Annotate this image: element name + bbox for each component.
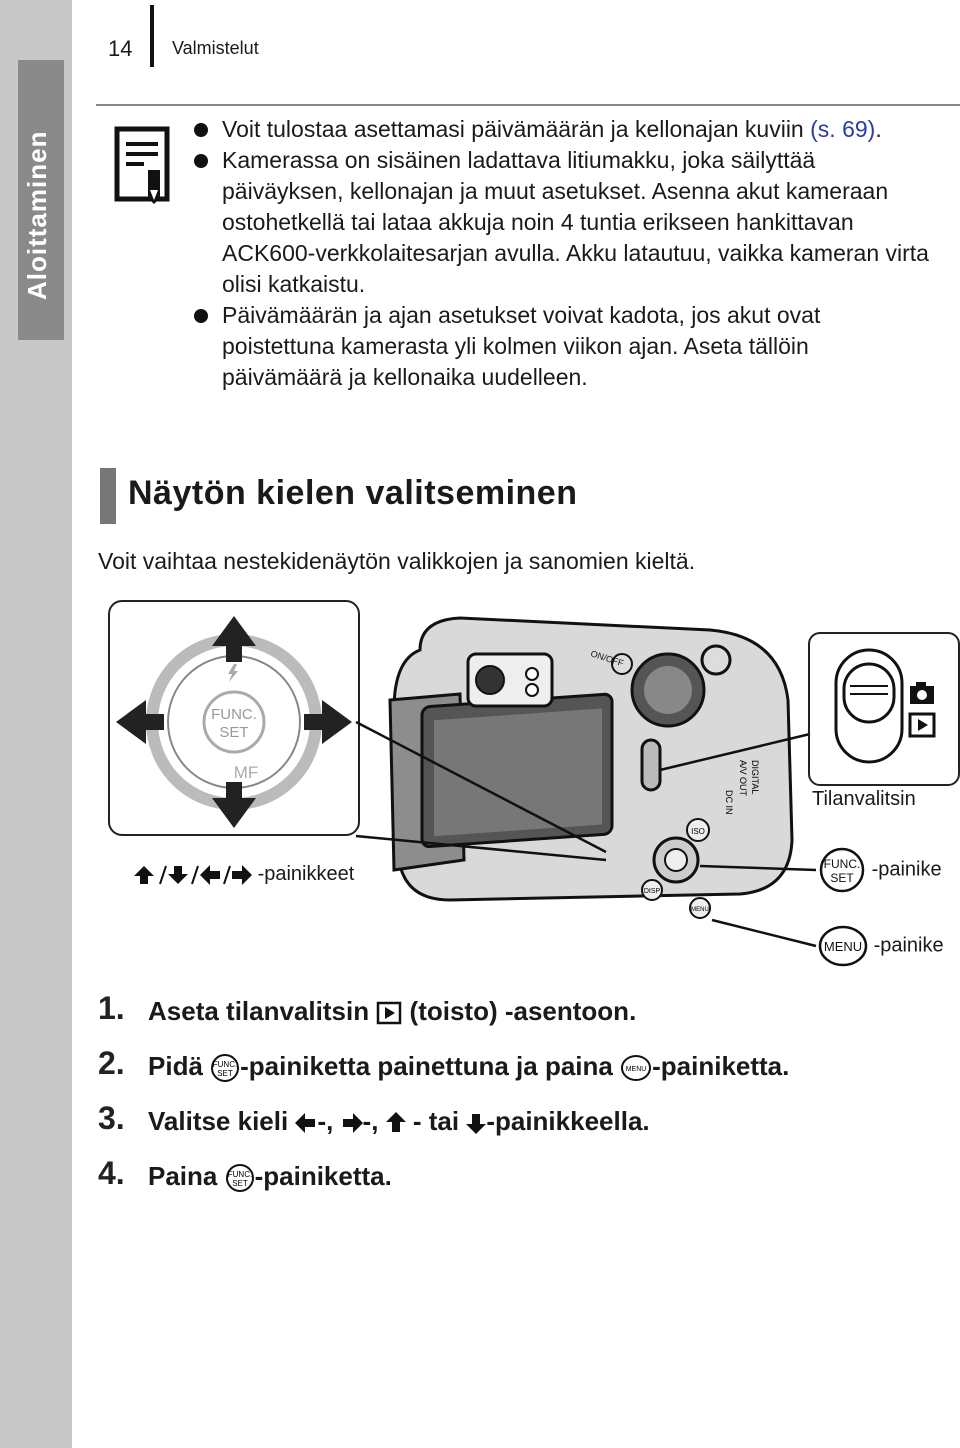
step-3: 3. Valitse kieli -, -, - tai -painikkeella. — [98, 1100, 650, 1136]
arrow-up-icon — [386, 1112, 406, 1134]
dpad-set-label: SET — [219, 724, 249, 741]
camera-menu-label: MENU — [691, 907, 709, 913]
side-tab-label: Aloittaminen — [22, 130, 52, 300]
arrow-buttons-caption: -painikkeet — [134, 863, 354, 886]
menu-caption: MENU -painike — [818, 924, 944, 968]
dpad-func-label: FUNC. — [211, 706, 257, 723]
func-set-icon — [225, 1163, 255, 1193]
note-item: Päivämäärän ja ajan asetukset voivat kadota, jos akut ovat poistettuna kamerasta yli kolmen viikon ajan. Aseta tällöin päivämäärä ja kellonaika uudelleen. — [192, 300, 932, 393]
dpad-mf-label: MF — [233, 763, 259, 782]
page-reference-link[interactable]: (s. 69) — [810, 116, 876, 142]
camera-avout-label: A/V OUT — [738, 760, 748, 797]
menu-button-icon — [818, 924, 868, 968]
page-number: 14 — [108, 36, 133, 61]
note-item: Voit tulostaa asettamasi päivämäärän ja kellonajan kuviin (s. 69). — [192, 114, 932, 145]
camera-mode-icon — [910, 682, 934, 704]
section-intro: Voit vaihtaa nestekidenäytön valikkojen ja sanomien kieltä. — [98, 548, 696, 574]
svg-text:FUNC.: FUNC. — [227, 1170, 252, 1180]
func-set-icon — [210, 1053, 240, 1083]
camera-dcin-label: DC IN — [724, 790, 734, 815]
camera-onoff-label: ON/OFF — [589, 648, 625, 669]
arrow-right-icon — [341, 1113, 363, 1133]
svg-text:MENU: MENU — [823, 939, 863, 954]
func-set-button-icon — [818, 846, 866, 894]
func-set-caption: FUNC. SET -painike — [818, 846, 942, 894]
camera-digital-label: DIGITAL — [750, 760, 760, 795]
svg-text:FUNC.: FUNC. — [823, 857, 861, 871]
camera-disp-label: DISP — [643, 888, 661, 895]
step-4: 4. Paina FUNC. SET -painiketta. — [98, 1155, 948, 1210]
step-2: 2. Pidä FUNC. SET -painiketta painettuna ja paina MENU -painiketta. — [98, 1045, 948, 1100]
step-1: 1. Aseta tilanvalitsin (toisto) -asentoon. — [98, 990, 637, 1026]
svg-text:SET: SET — [231, 1179, 248, 1189]
menu-icon — [620, 1054, 652, 1082]
arrow-down-icon — [466, 1112, 486, 1134]
svg-text:MENU: MENU — [625, 1066, 647, 1074]
arrow-buttons-icon — [134, 864, 252, 886]
svg-text:FUNC.: FUNC. — [212, 1060, 238, 1070]
mode-switch-illustration — [808, 632, 960, 786]
note-item: Kamerassa on sisäinen ladattava litiumakku, joka säilyttää päiväyksen, kellonajan ja muut asetukset. Asenna akut kameraan ostohetkellä tai lataa akkuja noin 4 tuntia erikseen hankittavan ACK600-verkkolaitesarjan avulla. Akku latautuu, vaikka kameran virta olisi katkaistu. — [192, 145, 932, 300]
section-title: Näytön kielen valitseminen — [128, 474, 578, 512]
svg-text:SET: SET — [830, 871, 854, 885]
steps-list — [98, 990, 948, 1210]
mode-switch-caption: Tilanvalitsin — [812, 788, 916, 810]
playback-mode-icon — [910, 714, 934, 736]
playback-icon — [376, 1001, 402, 1025]
mode-switch-drawing — [810, 634, 958, 784]
svg-text:SET: SET — [217, 1069, 233, 1079]
arrow-left-icon — [295, 1113, 317, 1133]
camera-iso-label: ISO — [691, 827, 705, 836]
header-section-title: Valmistelut — [172, 38, 259, 58]
